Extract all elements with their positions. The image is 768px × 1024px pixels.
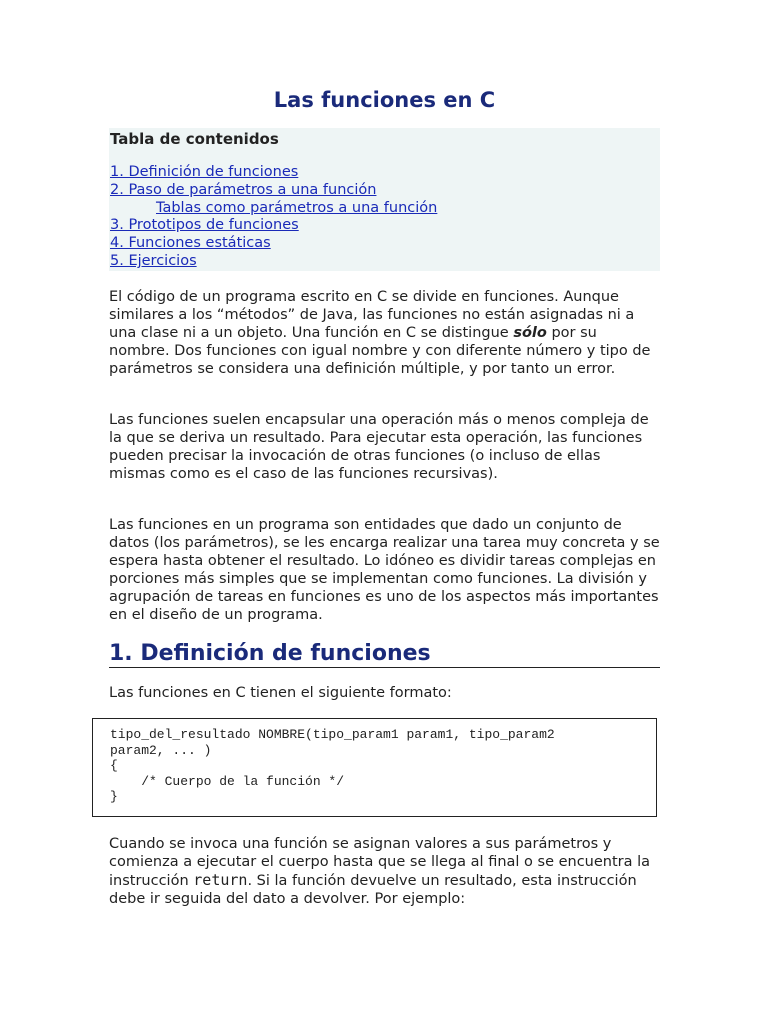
intro-paragraph-3: Las funciones en un programa son entidades que dado un conjunto de datos (los parámetros), se les encarga realizar una tarea muy concreta y se espera hasta obtener el resultado. Lo idóneo es dividir tareas complejas en porciones más simples que se implementan como funciones. La división y agrupación de tareas en funciones es uno de los aspectos más importantes en el diseño de un programa. bbox=[109, 517, 660, 623]
intro-paragraph-1-text-a: El código de un programa escrito en C se divide en funciones. Aunque similares a los “métodos” de Java, las funciones no están asignadas ni a una clase ni a un objeto. Una función en C se distingue bbox=[109, 289, 635, 341]
section-lead-paragraph: Las funciones en C tienen el siguiente formato: bbox=[109, 685, 452, 701]
toc-link-definicion[interactable]: 1. Definición de funciones bbox=[110, 164, 299, 180]
toc-link-paso-parametros[interactable]: 2. Paso de parámetros a una función bbox=[110, 181, 377, 198]
intro-paragraph-1 bbox=[109, 289, 660, 379]
toc-item bbox=[110, 235, 437, 253]
section-paragraph-invocation-text-a: Cuando se invoca una función se asignan valores a sus parámetros y comienza a ejecutar el cuerpo hasta que se llega al final o se encuentra la instrucción bbox=[109, 836, 651, 889]
toc-heading: Tabla de contenidos bbox=[110, 130, 279, 148]
toc-item bbox=[110, 200, 437, 218]
toc-link-tablas-parametros[interactable]: Tablas como parámetros a una función bbox=[156, 199, 438, 216]
page-title: Las funciones en C bbox=[273, 88, 496, 112]
toc-list bbox=[110, 164, 437, 271]
table-of-contents bbox=[109, 128, 660, 271]
toc-item bbox=[110, 182, 437, 200]
code-block-function-format: tipo_del_resultado NOMBRE(tipo_param1 param1, tipo_param2 param2, ... ) { /* Cuerpo de la función */ } bbox=[92, 718, 657, 817]
return-keyword: return bbox=[193, 870, 248, 889]
section-paragraph-invocation-text-b: . Si la función devuelve un resultado, esta instrucción debe ir seguida del dato a devolver. Por ejemplo: bbox=[109, 872, 637, 907]
emphasis-solo: sólo bbox=[513, 324, 547, 341]
section-paragraph-invocation bbox=[109, 836, 660, 909]
intro-paragraph-1-text-b: por su nombre. Dos funciones con igual nombre y con diferente número y tipo de parámetros se considera una definición múltiple, y por tanto un error. bbox=[109, 324, 651, 377]
section-heading-definicion: 1. Definición de funciones bbox=[109, 640, 660, 668]
toc-item bbox=[110, 217, 437, 235]
toc-item bbox=[110, 164, 437, 182]
toc-link-prototipos[interactable]: 3. Prototipos de funciones bbox=[110, 217, 299, 234]
toc-item bbox=[110, 253, 437, 271]
toc-link-estaticas[interactable]: 4. Funciones estáticas bbox=[110, 235, 271, 252]
toc-link-ejercicios[interactable]: 5. Ejercicios bbox=[110, 252, 197, 269]
intro-paragraph-2: Las funciones suelen encapsular una operación más o menos compleja de la que se deriva un resultado. Para ejecutar esta operación, las funciones pueden precisar la invocación de otras funciones (o incluso de ellas mismas como es el caso de las funciones recursivas). bbox=[109, 412, 649, 482]
